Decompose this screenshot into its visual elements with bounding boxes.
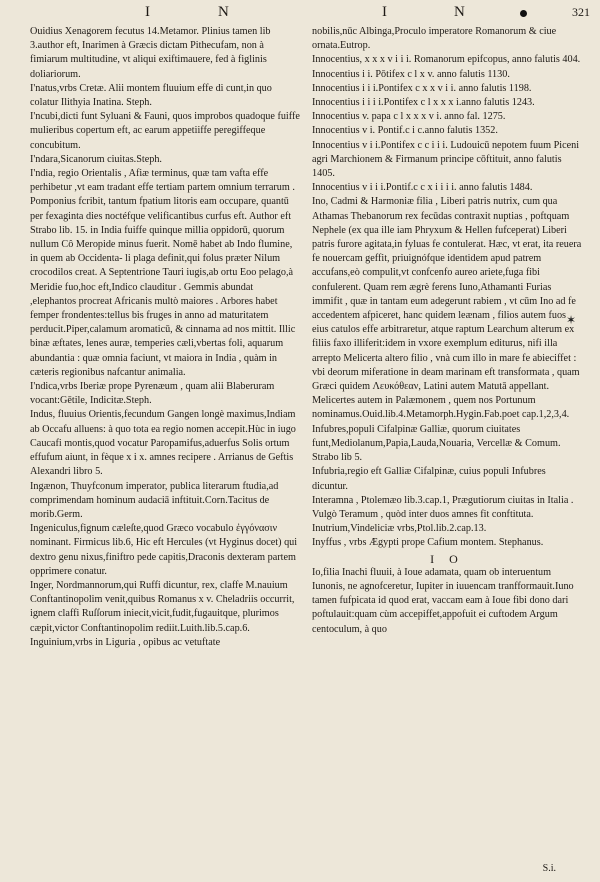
entry: Inger, Nordmannorum,qui Ruffi dicuntur, rex, claffe M.nauium Conftantinopolim venit,quibus Romanus x v. Cheladriis occurrit, ignem claffi Ruſſorum iniecit,vicit,fudit,fugauitque, plurimos cæpit,victor Conftantinopolim rediit.Luith.lib.5.cap.6.: [30, 579, 295, 634]
entry: Innocentius v i. Pontif.c i c.anno falutis 1352.: [312, 125, 498, 137]
entry: Interamna , Ptolemæo lib.3.cap.1, Prægutiorum ciuitas in Italia . Vulgò Teramum , quòd inter duos amnes fit conftituta.: [312, 494, 574, 520]
entry: Innocentius, x x x v i i i. Romanorum epifcopus, anno falutis 404.: [312, 54, 581, 66]
entry: Io,filia Inachi fluuii, à Ioue adamata, quam ob interuentum Iunonis, ne agnofceretur, Iupiter in iuuencam tranfformauit.Iuno tamen fufpicata id quod erat, vaccam eam à Ioue fibi dono dari poftulauit:quam cùm accepiffet,appofuit ei cuftodem Argum centoculum, à quo: [312, 566, 574, 635]
entry: Infubres,populi Cifalpinæ Galliæ, quorum ciuitates funt,Mediolanum,Papia,Lauda,Nouaria, Vercellæ & Comum. Strabo lib 5.: [312, 423, 561, 464]
entry: Inyffus , vrbs Ægypti prope Cafium montem. Stephanus.: [312, 537, 544, 549]
entry: Innocentius i i. Pōtifex c l x v. anno falutis 1130.: [312, 68, 510, 80]
entry: Ino, Cadmi & Harmoniæ filia , Liberi patris nutrix, cum qua Athamas Thebanorum rex fecūdas contraxit nuptias , poftquam Nephele (ex qua ille iam Phryxum & Hellen fufceperat) Liberi patris furore agitata,in fyluas fe contulerat. Hæc, vt erat, ita reuera fe nouercam geffit, priuignófque identidem apud patrem accufans,eò compulit,vt confcenfo aureo ariete,fuga fibi confulerent. Quam rem ægrè ferens Iuno,Athamanti Furias immifit , quæ in tantam eum adegerunt rabiem , vt cūm Ino ad fe accedentem afpiceret, hanc quidem leænam , filios autem fuos eius catulos effe arbitraretur, atque raptum Learchum alterum ex filiis faxo illiferit:idem in vxore exemplum editurus, nifi illa arrepto Melicerta altero filio , vnà cum illo in mare fe abieciffet : vbi deorum miferatione in deam marinam eft transformata , quam Græci quidem Λευκόθεαν, Latini autem Matutā appellant. Melicertes autem in Palæmonem , quem nos Portunum nominamus.Ouid.lib.4.Metamorph.Hygin.Fab.poet cap.1,2,3,4.: [312, 196, 582, 421]
entry: Ingænon, Thuyfconum imperator, publica literarum ftudia,ad comprimendam hominum audaciā inftituit.Corn.Tacitus de morib.Germ.: [30, 480, 279, 520]
entry: I'ncubi,dicti funt Syluani & Fauni, quos improbos quadoque fuiffe mulieribus copertum eft, ac earum appetiiffe peregiffeque concubitum.: [30, 111, 300, 151]
running-head-letter: N: [218, 4, 230, 20]
catchword: S.i.: [542, 863, 556, 874]
entry: I'ndara,Sicanorum ciuitas.Steph.: [30, 153, 162, 165]
entry: Indus, fluuius Orientis,fecundum Gangen longè maximus,Indiam ab Occafu alluens: à quo tota ea regio nomen accepit.Hùc in iugo Caucafi montis,quod vocatur Paropamifus,aduerfus Solis ortum effufum aiunt, in fèque x i x. amnes recipere . Arrianus de Geftis Alexandri libro 5.: [30, 409, 296, 478]
left-column: [30, 25, 300, 650]
ink-dot: [520, 10, 527, 17]
page-number: 321: [572, 5, 590, 19]
entry: Ouidius Xenagorem fecutus 14.Metamor. Plinius tamen lib 3.author eft, Inarimen à Græcis dictam Pithecufam, non à fimiarum multitudine, vt aliqui exiftimauere, fed à figlinis doliariorum.: [30, 26, 271, 80]
entry: Innocentius v i i.Pontifex c c i i i. Ludouicū nepotem fuum Piceni agri Marchionem & Firmanum principe cōftituit, anno falutis 1405.: [312, 139, 580, 180]
right-column: [312, 25, 582, 637]
entry: Innocentius i i i.Pontifex c x x v i i. anno falutis 1198.: [312, 82, 532, 94]
running-head-letter: N: [454, 4, 466, 20]
entry: Inutrium,Vindeliciæ vrbs,Ptol.lib.2.cap.13.: [312, 523, 487, 535]
entry: I'natus,vrbs Cretæ. Alii montem fluuium effe di cunt,in quo colatur Ilithyia Inatina. Steph.: [30, 82, 272, 109]
margin-mark-icon: ✶: [566, 313, 577, 327]
entry: Infubria,regio eft Galliæ Cifalpinæ, cuius populi Infubres dicuntur.: [312, 466, 546, 492]
entry: Innocentius v i i i.Pontif.c c x i i i i. anno falutis 1484.: [312, 182, 533, 194]
section-heading: I O: [430, 551, 464, 566]
entry: nobilis,nūc Albinga,Proculo imperatore Romanorum & ciue ornata.Eutrop.: [312, 26, 557, 52]
entry: Innocentius i i i i.Pontifex c l x x x i.anno falutis 1243.: [312, 97, 535, 109]
entry: Ingeniculus,fignum cæleſte,quod Græco vocabulo ἐγγόνασιν nominant. Firmicus lib.6, Hic eft Hercules (vt Hyginus docet) qui dextro genu nixus,finiftro pede capitis,Draconis dexteram partem opprimere conatur.: [30, 523, 298, 577]
entry: Inguinium,vrbs in Liguria , opibus ac vetuftate: [30, 636, 221, 648]
entry: Innocentius v. papa c l x x x v i. anno fal. 1275.: [312, 111, 506, 123]
entry: I'ndia, regio Orientalis , Afiæ terminus, quæ tam vafta effe perhibetur ,vt eam tradant effe tertiam partem omnium terrarum . Pomponius fcribit, tantum fpatium litoris eam occupare, quantū per fexaginta dies noctéfque velificantibus curfus eft. Author eft Strabo lib. 15. in India fuiffe quinque millia oppidorū, quorum nullum Cô Meropide minus fuerit. Nomē habet ab Indo flumine, in quem ab Occidenta- li plaga definit,qui folus præter Nilum crocodilos creat. A Septentrione Tauri iugis,ab ortu Eoo pelago,à Meridie fuo,hoc eft,Indico clauditur . Gemmis abundat ,elephantos procreat Africanis multò maiores . Arbores habet femper frondentes:tellus bis fruges in anno ad maturitatem perducit.Piper,calamum aromaticū, & cinnama ad nos mittit. Illic binæ æftates, lenes auræ, temperies cæli,vbertas foli, aquarum abundantia : quæ omnia faciunt, vt maiora in India , quàm in cæteris regionibus nafcantur animalia.: [30, 168, 296, 378]
running-head-letter: I: [145, 4, 151, 20]
entry: I'ndica,vrbs Iberiæ prope Pyrenæum , quam alii Blaberuram vocant:Gētile, Indicitæ.Steph.: [30, 381, 275, 407]
running-head-letter: I: [382, 4, 388, 20]
